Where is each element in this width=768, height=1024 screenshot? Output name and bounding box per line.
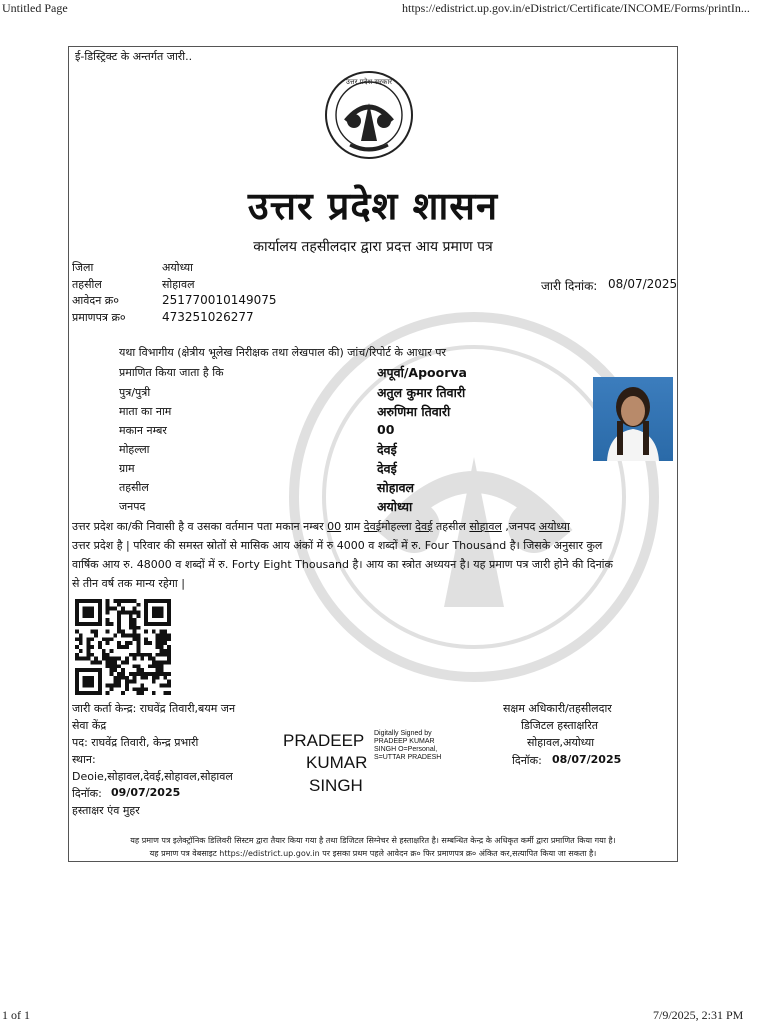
certificate-subtitle: कार्यालय तहसीलदार द्वारा प्रदत्त आय प्रमाण पत्र — [253, 239, 493, 255]
digital-signature-line-4: S=UTTAR PRADESH — [374, 754, 442, 761]
para-text-b: ग्राम — [341, 520, 364, 533]
detail-label-district: जनपद — [119, 500, 146, 513]
authority-date-value: 08/07/2025 — [552, 753, 622, 766]
print-page-count: 1 of 1 — [2, 1008, 30, 1022]
address-paragraph-line-1 — [72, 517, 672, 536]
para-village: देवई — [363, 520, 382, 533]
tehsil-value: सोहावल — [162, 278, 195, 291]
detail-value-district: अयोध्या — [377, 499, 413, 514]
para-tehsil: सोहावल — [469, 520, 502, 533]
intro-line: यथा विभागीय (क्षेत्रीय भूलेख निरीक्षक तथा लेखपाल की) जांच/रिपोर्ट के आधार पर — [119, 346, 446, 359]
issuer-designation: पद: राघवेंद्र तिवारी, केन्द्र प्रभारी — [72, 736, 199, 749]
para-text-c: मोहल्ला — [381, 520, 416, 533]
para-house-number: 00 — [327, 520, 342, 533]
authority-date-label: दिनॉक: — [512, 754, 542, 767]
digital-signature-details — [374, 730, 441, 762]
tehsil-label: तहसील — [72, 278, 102, 291]
footer-note-line-2: यह प्रमाण पत्र वेबसाइट https://edistrict.up.gov.in पर इसका प्रथम पहले आवेदन क्र० फिर प्रमाणपत्र क्र० अंकित कर,सत्यापित किया जा सकता है। — [149, 849, 597, 858]
digitally-signed-label: डिजिटल हस्ताक्षरित — [521, 719, 598, 732]
para-text-e: ,जनपद — [501, 520, 539, 533]
address-paragraph-line-3: वार्षिक आय रु. 48000 व शब्दों में रु. Forty Eight Thousand है। आय का स्त्रोत अध्ययन है। यह प्रमाण पत्र जारी होने की दिनांक — [72, 558, 613, 571]
application-number-value: 251770010149075 — [162, 293, 277, 307]
digital-signature-line-2: PRADEEP KUMAR — [374, 738, 435, 745]
detail-value-mother: अरुणिमा तिवारी — [377, 404, 451, 419]
print-page-title: Untitled Page — [2, 1, 68, 15]
detail-label-tehsil: तहसील — [119, 481, 149, 494]
detail-label-house: मकान नम्बर — [119, 424, 167, 437]
certificate-header-title: उत्तर प्रदेश शासन — [247, 184, 499, 228]
detail-value-village: देवई — [377, 461, 397, 476]
detail-value-tehsil: सोहावल — [377, 480, 414, 495]
address-paragraph-line-4: से तीन वर्ष तक मान्य रहेगा | — [72, 577, 185, 590]
address-paragraph-line-2: उत्तर प्रदेश है | परिवार की समस्त स्रोतों से मासिक आय अंकों में रु 4000 व शब्दों में रु. Four Thousand है। जिसके अनुसार कुल — [72, 539, 603, 552]
issuer-center-line-2: सेवा केंद्र — [72, 719, 107, 732]
footer-note-line-1: यह प्रमाण पत्र इलेक्ट्रॉनिक डिलिवरी सिस्टम द्वारा तैयार किया गया है तथा डिजिटल सिग्नेचर से हस्ताक्षरित है। सम्बन्धित केन्द्र के अधिकृत कर्मी द्वारा प्रमाणित किया गया है। — [130, 836, 616, 845]
detail-value-mohalla: देवई — [377, 442, 397, 457]
district-label: जिला — [72, 261, 94, 274]
emblem-caption: उत्तर प्रदेश सरकार — [345, 78, 393, 86]
para-district: अयोध्या — [538, 520, 570, 533]
detail-label-mohalla: मोहल्ला — [119, 443, 150, 456]
certificate-number-label: प्रमाणपत्र क्र० — [72, 311, 126, 324]
watermark-emblem — [284, 307, 664, 687]
authority-location: सोहावल,अयोध्या — [527, 736, 595, 749]
detail-label-parent: पुत्र/पुत्री — [119, 386, 151, 399]
issuer-date-label: दिनॉक: — [72, 787, 102, 800]
up-government-emblem — [324, 69, 414, 161]
issuer-date-value: 09/07/2025 — [111, 786, 181, 799]
application-number-label: आवेदन क्र० — [72, 294, 119, 307]
detail-value-parent: अतुल कुमार तिवारी — [377, 385, 466, 400]
applicant-photo — [593, 377, 673, 461]
district-value: अयोध्या — [162, 261, 193, 274]
issuer-place-value: Deoie,सोहावल,देवई,सोहावल,सोहावल — [72, 770, 233, 783]
digital-signature-line-3: SINGH O=Personal, — [374, 746, 438, 753]
para-mohalla: देवई — [415, 520, 433, 533]
issue-date-label: जारी दिनांक: — [541, 279, 598, 293]
signature-and-seal-label: हस्ताक्षर एंव मुहर — [72, 804, 140, 817]
para-text-d: तहसील — [432, 520, 470, 533]
detail-value-name: अपूर्वा/Apoorva — [377, 365, 467, 380]
print-url: https://edistrict.up.gov.in/eDistrict/Certificate/INCOME/Forms/printIn... — [402, 1, 750, 15]
top-note: ई-डिस्ट्रिक्ट के अन्तर्गत जारी.. — [75, 50, 193, 63]
issue-date-value: 08/07/2025 — [608, 277, 678, 291]
verification-qr-code — [75, 599, 171, 695]
detail-label-village: ग्राम — [119, 462, 135, 475]
signer-name-line-3: SINGH — [309, 776, 363, 795]
detail-label-certify: प्रमाणित किया जाता है कि — [119, 366, 224, 379]
print-timestamp: 7/9/2025, 2:31 PM — [653, 1008, 744, 1022]
income-certificate — [68, 46, 678, 862]
applicant-portrait-icon — [593, 377, 673, 461]
para-text-a: उत्तर प्रदेश का/की निवासी है व उसका वर्तमान पता मकान नम्बर — [72, 520, 328, 533]
signer-name-line-2: KUMAR — [306, 753, 368, 772]
digital-signature-line-1: Digitally Signed by — [374, 730, 432, 737]
issuer-center-line-1: जारी कर्ता केन्द्र: राघवेंद्र तिवारी,बयम जन — [72, 702, 236, 715]
certificate-number-value: 473251026277 — [162, 310, 254, 324]
detail-label-mother: माता का नाम — [119, 405, 172, 418]
detail-value-house: 00 — [377, 422, 395, 437]
issuer-place-label: स्थान: — [72, 753, 96, 766]
authority-title: सक्षम अधिकारी/तहसीलदार — [503, 702, 612, 715]
signer-name-line-1: PRADEEP — [283, 731, 365, 750]
